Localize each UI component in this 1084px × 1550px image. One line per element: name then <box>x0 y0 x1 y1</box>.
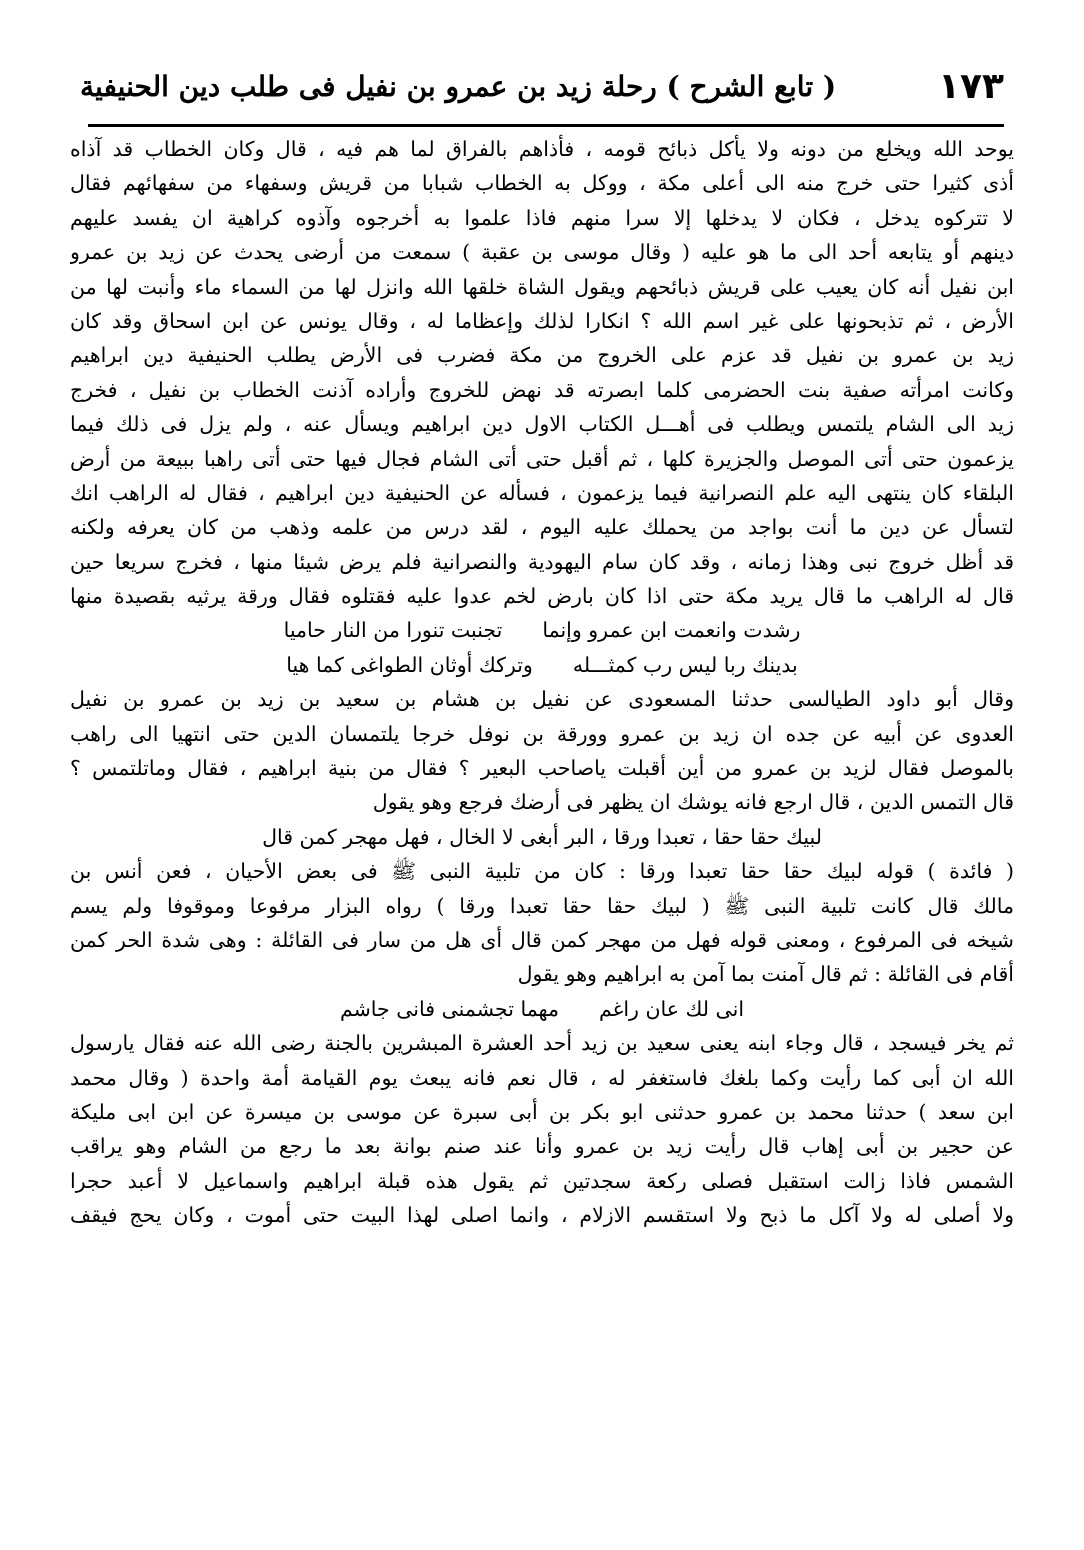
text-line: الشمس فاذا زالت استقبل فصلى ركعة سجدتين ثم يقول هذه قبلة ابراهيم واسماعيل لا أعبد حجرا <box>70 1168 1014 1193</box>
verse-hemistich: رشدت وانعمت ابن عمرو وإنما <box>542 618 801 643</box>
verse-hemistich: مهما تجشمنى فانى جاشم <box>339 996 559 1021</box>
text-line: عن حجير بن أبى إهاب قال رأيت زيد بن عمرو وأنا عند صنم بوانة بعد ما رجع من الشام وهو يراقب <box>70 1134 1014 1159</box>
text-line: وكانت امرأته صفية بنت الحضرمى كلما ابصرته قد نهض للخروج وأراده آذنت الخطاب بن نفيل ، فخرج <box>70 377 1014 402</box>
poem-verse <box>70 648 1014 682</box>
text-line: قال التمس الدين ، قال ارجع فانه يوشك ان يظهر فى أرضك فرجع وهو يقول <box>372 790 1014 815</box>
text-line: دينهم أو يتابعه أحد الى ما هو عليه ( وقال موسى بن عقبة ) سمعت من أرضى يحدث عن زيد بن عمرو <box>70 240 1014 265</box>
page-header <box>80 58 1004 114</box>
text-line: أذى كثيرا حتى خرج منه الى أعلى مكة ، ووكل به الخطاب شبابا من قريش وسفهاء من سفهائهم فقال <box>70 171 1014 196</box>
header-rule <box>88 124 1004 127</box>
poem-verse <box>70 820 1014 854</box>
text-line: أقام فى القائلة : ثم قال آمنت بما آمن به ابراهيم وهو يقول <box>517 962 1014 987</box>
text-line: ابن نفيل أنه كان يعيب على قريش ذبائحهم ويقول الشاة خلقها الله وانزل لها من السماء ماء وأنبت لها من <box>70 274 1014 299</box>
text-line: لا تتركوه يدخل ، فكان لا يدخلها إلا سرا منهم فاذا علموا به أخرجوه وآذوه كراهية ان يفسد عليهم <box>70 205 1014 230</box>
text-line: العدوى عن أبيه عن جده ان زيد بن عمرو وورقة بن نوفل خرجا يلتمسان الدين حتى انتهيا الى راهب <box>70 721 1014 746</box>
text-line: زيد الى الشام يلتمس ويطلب فى أهـــل الكتاب الاول دين ابراهيم ويسأل عنه ، ولم يزل فى ذلك فيما <box>70 412 1014 437</box>
text-line: مالك قال كانت تلبية النبى ﷺ ( لبيك حقا حقا تعبدا ورقا ) رواه البزار مرفوعا وموقوفا ولم يسم <box>70 893 1014 918</box>
text-line: يوحد الله ويخلع من دونه ولا يأكل ذبائح قومه ، فأذاهم بالفراق لما هم فيه ، قال وكان الخطاب قد آذاه <box>70 137 1014 161</box>
poem-verse <box>70 992 1014 1026</box>
text-line: ابن سعد ) حدثنا محمد بن عمرو حدثنى ابو بكر بن أبى سبرة عن موسى بن ميسرة عن ابن ابى مليكة <box>70 1099 1014 1124</box>
text-line: زيد بن عمرو بن نفيل قد عزم على الخروج من مكة فضرب فى الأرض يطلب الحنيفية دين ابراهيم <box>70 343 1014 368</box>
verse-hemistich: تجنبت تنورا من النار حاميا <box>283 618 503 643</box>
running-title: ( تابع الشرح ) رحلة زيد بن عمرو بن نفيل فى طلب دين الحنيفية <box>80 69 837 103</box>
verse-hemistich: وتركك أوثان الطواغى كما هيا <box>286 652 533 677</box>
text-line: ولا أصلى له ولا آكل ما ذبح ولا استقسم الازلام ، وانما اصلى لهذا البيت حتى أموت ، وكان يحج فيقف <box>70 1203 1014 1228</box>
text-line: يزعمون حتى أتى الموصل والجزيرة كلها ، ثم أقبل حتى أتى الشام فجال فيها حتى أتى راهبا ببيعة من أرض <box>70 446 1014 471</box>
verse-text: لبيك حقا حقا ، تعبدا ورقا ، البر أبغى لا الخال ، فهل مهجر كمن قال <box>262 824 822 849</box>
text-line: قال له الراهب ما قال يريد مكة حتى اذا كان بارض لخم عدوا عليه فقتلوه فقال ورقة يرثيه بقصيدة منها <box>70 584 1014 609</box>
page-number: ١٧٣ <box>938 65 1004 107</box>
verse-hemistich: بدينك ربا ليس رب كمثـــله <box>572 652 798 677</box>
text-line: شيخه فى المرفوع ، ومعنى قوله فهل من مهجر كمن قال أى هل من سار فى القائلة : وهى شدة الحر كمن <box>70 927 1014 952</box>
text-line: لتسأل عن دين ما أنت بواجد من يحملك عليه اليوم ، لقد درس من علمه وذهب من كان يعرفه ولكنه <box>70 515 1014 540</box>
verse-hemistich: انى لك عان راغم <box>598 996 745 1021</box>
text-line: الأرض ، ثم تذبحونها على غير اسم الله ؟ انكارا لذلك وإعظاما له ، وقال يونس عن ابن اسحاق وقد كان <box>70 308 1014 333</box>
text-line: الله ان أبى كما رأيت وكما بلغك فاستغفر له ، قال نعم فانه يبعث يوم القيامة أمة واحدة ( وقال محمد <box>70 1065 1014 1090</box>
body-text <box>70 132 1014 1233</box>
text-line: وقال أبو داود الطيالسى حدثنا المسعودى عن نفيل بن هشام بن سعيد بن زيد بن عمرو بن نفيل <box>70 687 1014 712</box>
text-line: ثم يخر فيسجد ، قال وجاء ابنه يعنى سعيد بن زيد أحد العشرة المبشرين بالجنة رضى الله عنه فقال يارسول <box>70 1031 1014 1056</box>
poem-verse <box>70 613 1014 647</box>
text-line: بالموصل فقال لزيد بن عمرو من أين أقبلت ياصاحب البعير ؟ فقال من بنية ابراهيم ، فقال وماتلتمس ؟ <box>70 756 1014 781</box>
text-line: قد أظل خروج نبى وهذا زمانه ، وقد كان سام اليهودية والنصرانية فلم يرض شيئا منها ، فخرج سريعا حين <box>70 549 1014 574</box>
text-line: البلقاء كان ينتهى اليه علم النصرانية فيما يزعمون ، فسأله عن الحنيفية دين ابراهيم ، فقال له الراهب انك <box>70 480 1014 505</box>
text-line: ( فائدة ) قوله لبيك حقا حقا تعبدا ورقا : كان من تلبية النبى ﷺ فى بعض الأحيان ، فعن أنس بن <box>70 859 1014 884</box>
